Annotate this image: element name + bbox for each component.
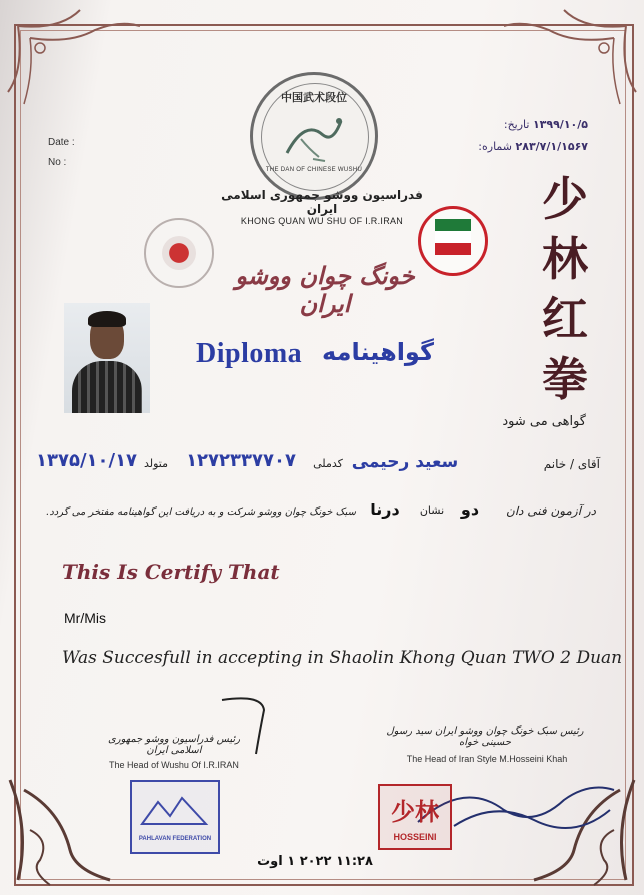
- born-label: متولد: [143, 457, 169, 470]
- badge-label: نشان: [419, 504, 445, 517]
- right-signature-title-fa: رئیس سبک خونگ چوان ووشو ایران سید رسول حسینی خواه: [386, 726, 584, 748]
- top-seal: [250, 72, 378, 200]
- recipient-photo: [64, 303, 150, 413]
- federation-logo-left: [144, 218, 214, 288]
- number-fa-value: ۲۸۳/۷/۱/۱۵۶۷: [515, 140, 588, 153]
- right-stamp: [378, 784, 452, 850]
- chinese-char-3: 红: [542, 294, 588, 345]
- federation-name-en: KHONG QUAN WU SHU OF I.R.IRAN: [240, 216, 404, 226]
- success-line-en: Was Succesfull in accepting in Shaolin Khong Quan TWO 2 Duan: [62, 648, 623, 668]
- crane-icon: [283, 109, 345, 165]
- diploma-title-fa: گواهینامه: [322, 338, 434, 366]
- right-stamp-text: HOSSEINI: [393, 832, 437, 842]
- birth-date-value: ۱۳۷۵/۱۰/۱۷: [36, 450, 138, 471]
- date-fa-value: ۱۳۹۹/۱۰/۵: [532, 118, 588, 131]
- seal-chinese-text: 中国武术段位: [281, 91, 347, 104]
- exam-prefix-fa: در آزمون فنی دان: [506, 504, 596, 518]
- federation-name-fa: فدراسیون ووشو جمهوری اسلامی ایران: [221, 188, 423, 216]
- national-code-value: ۱۲۷۲۳۳۷۷۰۷: [186, 450, 296, 471]
- mountain-stamp-icon: [138, 790, 210, 830]
- corner-ornament-top-left: [0, 0, 150, 120]
- chinese-char-4: 拳: [542, 354, 588, 405]
- left-signature-title-fa: رئیس فدراسیون ووشو جمهوری اسلامی ایران: [107, 734, 241, 756]
- diploma-title-en: Diploma: [196, 338, 303, 369]
- exam-rest-fa: سبک خونگ چوان ووشو شرکت و به دریافت این گواهینامه مفتخر می گردد.: [46, 507, 356, 518]
- number-fa-label: شماره:: [478, 140, 513, 153]
- title-label-fa: آقای / خانم: [543, 457, 600, 471]
- side-chinese-calligraphy: [532, 170, 598, 410]
- left-stamp: [130, 780, 220, 854]
- chinese-char-2: 林: [542, 234, 588, 285]
- no-label: No :: [48, 157, 67, 168]
- number-fa: [448, 140, 588, 153]
- mr-mis-label: Mr/Mis: [64, 610, 106, 626]
- seal-english-text: THE DAN OF CHINESE WUSHU: [265, 167, 363, 173]
- certify-en: This Is Certify That: [62, 560, 280, 584]
- left-stamp-text: PAHLAVAN FEDERATION: [138, 836, 212, 842]
- certify-fa: گواهی می شود: [502, 414, 586, 429]
- badge-value: درنا: [370, 500, 400, 519]
- recipient-name: سعید رحیمی: [351, 452, 459, 472]
- chinese-char-1: 少: [542, 174, 588, 225]
- style-title-fa: خونگ چوان ووشو ایران: [235, 262, 415, 318]
- corner-ornament-bottom-left: [0, 770, 130, 895]
- corner-ornament-top-right: [494, 0, 644, 120]
- national-code-label: کدملی: [313, 457, 343, 470]
- left-signature: [212, 690, 282, 760]
- right-stamp-chinese: 少林: [391, 800, 439, 826]
- date-fa: [470, 118, 588, 131]
- left-signature-title-en: The Head of Wushu Of I.R.IRAN: [109, 760, 239, 770]
- right-signature-title-en: The Head of Iran Style M.Hosseini Khah: [406, 754, 568, 764]
- footer-timestamp: ۱۱:۲۸ ۲۰۲۲ ۱ اوت: [257, 854, 373, 869]
- date-label: Date :: [48, 137, 75, 148]
- date-fa-label: تاریخ:: [503, 118, 530, 131]
- dan-value: دو: [460, 500, 480, 519]
